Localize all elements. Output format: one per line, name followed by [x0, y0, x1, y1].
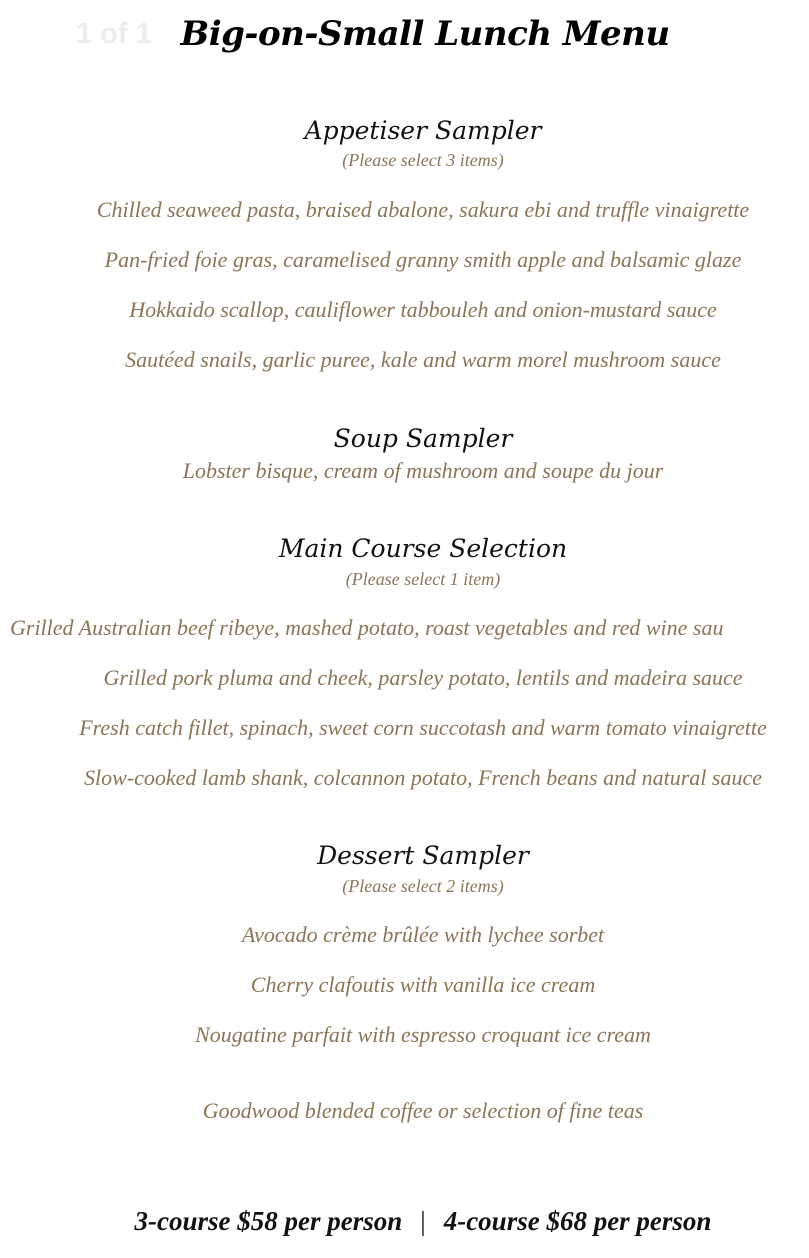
appetiser-note: (Please select 3 items) [342, 150, 504, 170]
dessert-note: (Please select 2 items) [342, 876, 504, 896]
main-course-item: Slow-cooked lamb shank, colcannon potato, French beans and natural sauce [83, 765, 762, 790]
appetiser-item: Hokkaido scallop, cauliflower tabbouleh and onion-mustard sauce [129, 297, 717, 322]
menu-title: Big-on-Small Lunch Menu [180, 14, 670, 54]
main-course-item: Grilled pork pluma and cheek, parsley potato, lentils and madeira sauce [103, 665, 743, 690]
main-course-note: (Please select 1 item) [345, 569, 501, 589]
beverage-line: Goodwood blended coffee or selection of fine teas [202, 1098, 644, 1123]
appetiser-item: Pan-fried foie gras, caramelised granny smith apple and balsamic glaze [104, 247, 742, 272]
appetiser-heading: Appetiser Sampler [304, 116, 542, 145]
appetiser-item: Sautéed snails, garlic puree, kale and warm morel mushroom sauce [125, 347, 721, 372]
four-course-price: 4-course $68 per person [443, 1206, 712, 1236]
dessert-item: Avocado crème brûlée with lychee sorbet [241, 922, 605, 947]
soup-heading: Soup Sampler [333, 424, 513, 453]
main-course-item: Fresh catch fillet, spinach, sweet corn succotash and warm tomato vinaigrette [79, 715, 767, 740]
dessert-item: Cherry clafoutis with vanilla ice cream [250, 972, 596, 997]
pricing-footer [0, 1206, 809, 1237]
dessert-item: Nougatine parfait with espresso croquant ice cream [195, 1022, 651, 1047]
main-course-item: Grilled Australian beef ribeye, mashed potato, roast vegetables and red wine sau [10, 615, 724, 640]
price-separator: | [420, 1206, 426, 1236]
three-course-price: 3-course $58 per person [134, 1206, 403, 1236]
soup-description: Lobster bisque, cream of mushroom and soupe du jour [182, 458, 664, 483]
main-course-heading: Main Course Selection [278, 534, 568, 563]
appetiser-item: Chilled seaweed pasta, braised abalone, sakura ebi and truffle vinaigrette [96, 197, 750, 222]
page-indicator: 1 of 1 [76, 18, 152, 50]
dessert-heading: Dessert Sampler [317, 841, 529, 870]
